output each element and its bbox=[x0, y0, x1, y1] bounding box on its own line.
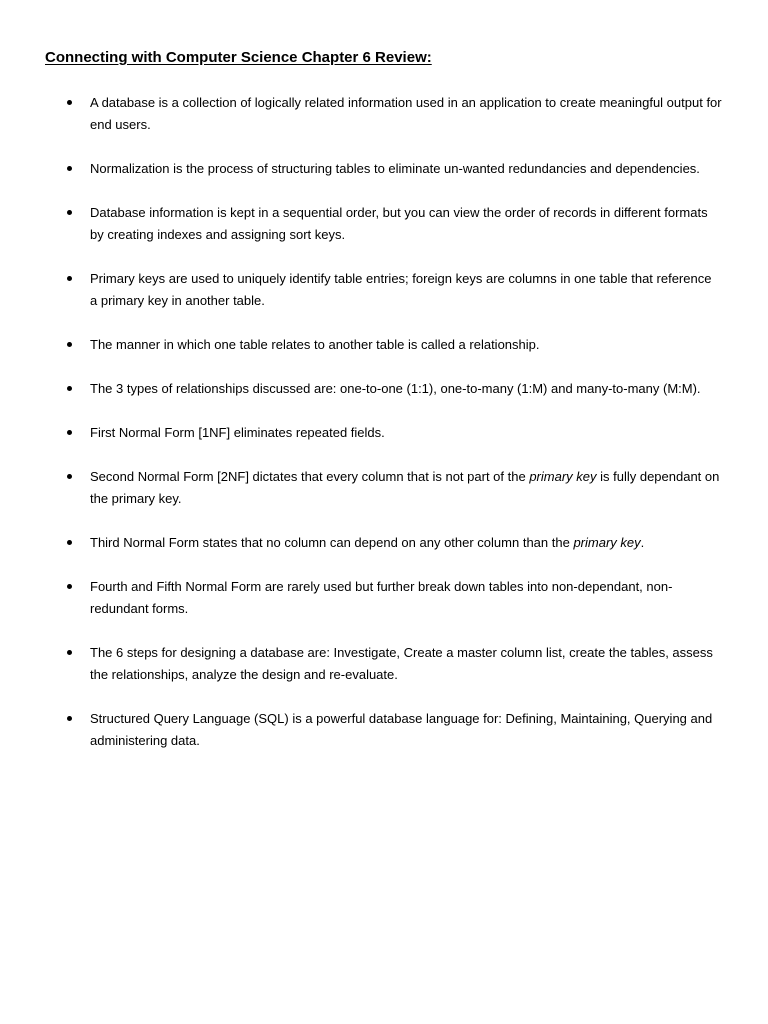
bullet-icon bbox=[67, 276, 72, 281]
list-item-text: Structured Query Language (SQL) is a powerful database language for: Defining, Maintaining, Querying and administering data. bbox=[90, 711, 713, 748]
bullet-icon bbox=[67, 100, 72, 105]
text-segment: Second Normal Form [2NF] dictates that every column that is not part of the bbox=[90, 469, 530, 484]
list-item bbox=[0, 708, 722, 752]
list-item-text: The 3 types of relationships discussed are: one-to-one (1:1), one-to-many (1:M) and many-to-many (M:M). bbox=[90, 381, 701, 396]
document-title: Connecting with Computer Science Chapter 6 Review: bbox=[45, 49, 432, 66]
list-item bbox=[0, 642, 722, 686]
list-item-text: Primary keys are used to uniquely identify table entries; foreign keys are columns in one table that reference a primary key in another table. bbox=[90, 271, 712, 308]
bullet-icon bbox=[67, 386, 72, 391]
list-item bbox=[0, 158, 722, 180]
list-item-text: Fourth and Fifth Normal Form are rarely used but further break down tables into non-dependant, non-redundant forms. bbox=[90, 579, 673, 616]
list-item-text: A database is a collection of logically related information used in an application to create meaningful output for end users. bbox=[90, 95, 722, 132]
list-item bbox=[0, 576, 722, 620]
list-item bbox=[0, 466, 722, 510]
list-item-text bbox=[90, 469, 719, 506]
list-item bbox=[0, 268, 722, 312]
text-segment: is fully dependant on the primary key. bbox=[90, 469, 720, 506]
bullet-icon bbox=[67, 650, 72, 655]
bullet-icon bbox=[67, 210, 72, 215]
bullet-list bbox=[0, 92, 768, 774]
list-item bbox=[0, 202, 722, 246]
list-item-text: Normalization is the process of structuring tables to eliminate un-wanted redundancies and dependencies. bbox=[90, 161, 700, 176]
list-item-text bbox=[90, 535, 644, 550]
bullet-icon bbox=[67, 584, 72, 589]
text-segment: Third Normal Form states that no column can depend on any other column than the bbox=[90, 535, 574, 550]
bullet-icon bbox=[67, 166, 72, 171]
list-item-text: The 6 steps for designing a database are: Investigate, Create a master column list, create the tables, assess the relationships, analyze the design and re-evaluate. bbox=[90, 645, 713, 682]
list-item bbox=[0, 334, 722, 356]
list-item bbox=[0, 422, 722, 444]
bullet-icon bbox=[67, 474, 72, 479]
bullet-icon bbox=[67, 430, 72, 435]
list-item-text: The manner in which one table relates to another table is called a relationship. bbox=[90, 337, 540, 352]
bullet-icon bbox=[67, 342, 72, 347]
list-item-text: First Normal Form [1NF] eliminates repeated fields. bbox=[90, 425, 385, 440]
text-segment: . bbox=[640, 535, 645, 550]
bullet-icon bbox=[67, 540, 72, 545]
emphasized-term: primary key bbox=[573, 535, 641, 550]
emphasized-term: primary key bbox=[529, 469, 597, 484]
list-item bbox=[0, 532, 722, 554]
bullet-icon bbox=[67, 716, 72, 721]
list-item-text: Database information is kept in a sequential order, but you can view the order of records in different formats by creating indexes and assigning sort keys. bbox=[90, 205, 708, 242]
list-item bbox=[0, 378, 722, 400]
list-item bbox=[0, 92, 722, 136]
